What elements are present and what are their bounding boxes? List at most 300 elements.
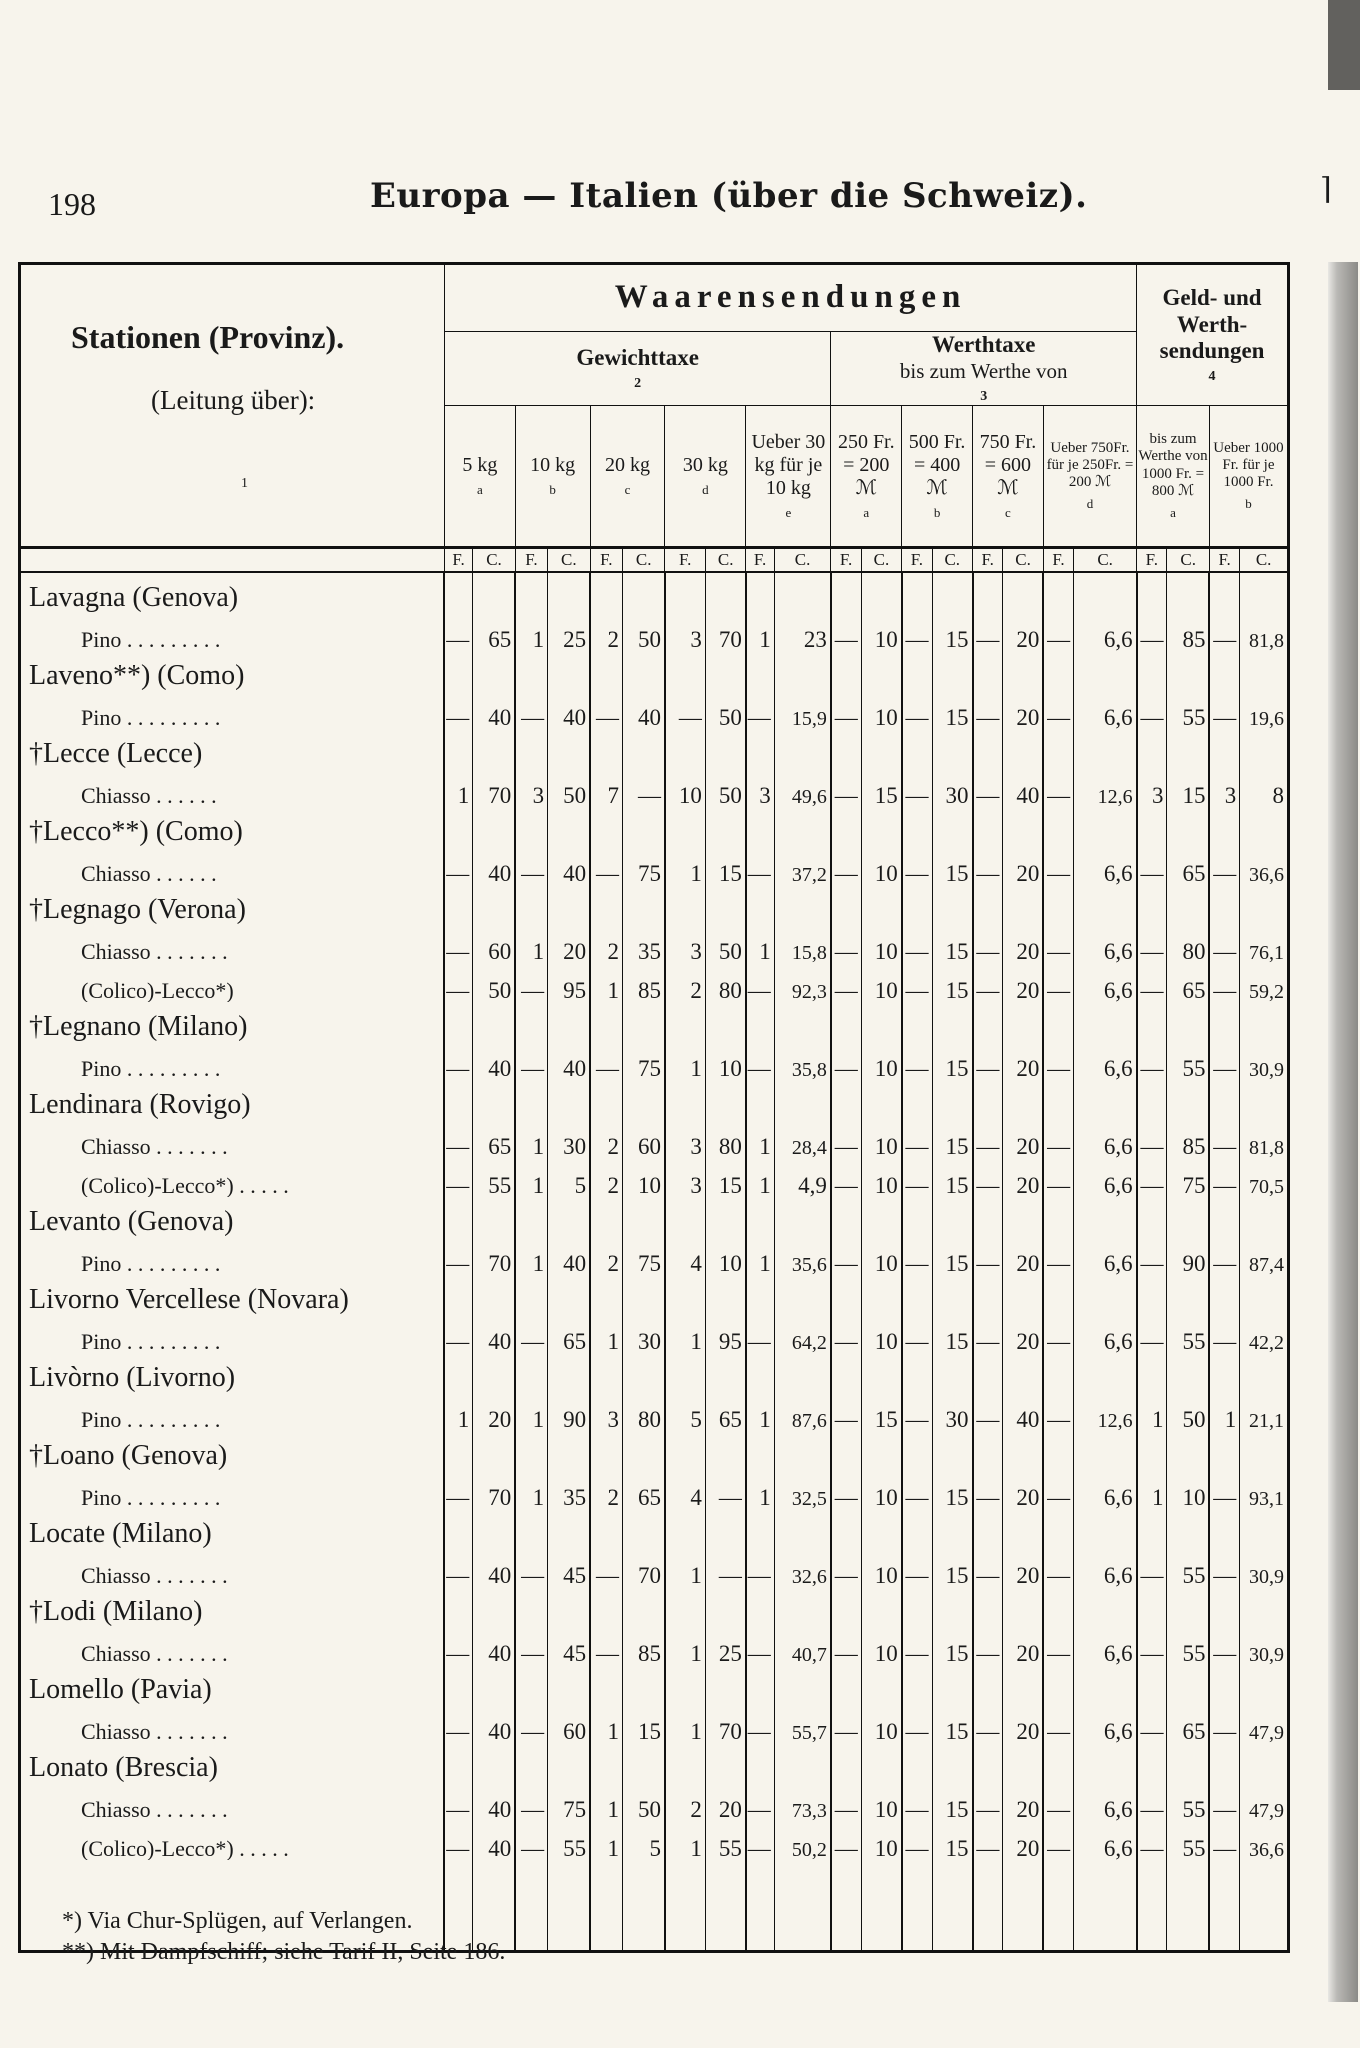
rate-francs: — xyxy=(831,768,861,807)
empty-cell xyxy=(1209,1197,1239,1236)
empty-cell xyxy=(622,1002,664,1041)
station-row xyxy=(20,1665,1289,1704)
rate-francs: — xyxy=(902,1470,932,1509)
rate-francs: 4 xyxy=(665,1470,705,1509)
col-over-30kg-label: Ueber 30 kg für je 10 kg xyxy=(751,431,826,499)
rate-centimes: 50 xyxy=(548,768,590,807)
rate-centimes: 5 xyxy=(622,1821,664,1860)
rate-centimes: 28,4 xyxy=(774,1119,831,1158)
empty-cell xyxy=(746,807,774,846)
rate-francs: — xyxy=(1137,690,1167,729)
empty-cell xyxy=(774,885,831,924)
rate-centimes: 85 xyxy=(622,1626,664,1665)
column-number-4: 4 xyxy=(1208,368,1216,384)
unit-centime: C. xyxy=(932,547,972,572)
col-20kg-letter: c xyxy=(624,482,631,497)
rate-francs: — xyxy=(902,846,932,885)
empty-cell xyxy=(1167,807,1209,846)
rate-centimes: 65 xyxy=(622,1470,664,1509)
col-750fr xyxy=(973,405,1044,547)
rate-francs: — xyxy=(444,1548,472,1587)
rate-francs: 2 xyxy=(590,1236,622,1275)
rate-francs: — xyxy=(831,612,861,651)
rate-francs: — xyxy=(902,1314,932,1353)
empty-cell xyxy=(622,1509,664,1548)
rate-centimes: 50 xyxy=(705,924,745,963)
empty-cell xyxy=(746,1509,774,1548)
empty-cell xyxy=(1240,1197,1289,1236)
empty-cell xyxy=(548,1002,590,1041)
empty-cell xyxy=(1043,1743,1073,1782)
empty-cell xyxy=(705,1197,745,1236)
empty-cell xyxy=(774,807,831,846)
rate-centimes: 10 xyxy=(861,1041,901,1080)
rate-francs: 3 xyxy=(515,768,547,807)
rate-centimes: 32,5 xyxy=(774,1470,831,1509)
rate-centimes: 35 xyxy=(622,924,664,963)
empty-cell xyxy=(1003,1431,1043,1470)
rate-centimes: 15 xyxy=(932,1782,972,1821)
rate-francs: 1 xyxy=(590,1821,622,1860)
rate-francs: — xyxy=(444,924,472,963)
rate-centimes: 20 xyxy=(1003,1548,1043,1587)
rate-francs: — xyxy=(1043,1236,1073,1275)
rate-francs: — xyxy=(902,612,932,651)
rate-francs: 1 xyxy=(444,1392,472,1431)
rate-francs: 1 xyxy=(515,612,547,651)
empty-cell xyxy=(1167,1002,1209,1041)
rate-francs: — xyxy=(973,846,1003,885)
empty-cell xyxy=(746,1002,774,1041)
empty-cell xyxy=(861,1275,901,1314)
rate-centimes: 81,8 xyxy=(1240,612,1289,651)
empty-cell xyxy=(1137,729,1167,768)
filler-cell xyxy=(622,1860,664,1952)
rate-centimes: 15 xyxy=(932,1158,972,1197)
empty-cell xyxy=(590,572,622,612)
empty-cell xyxy=(746,1275,774,1314)
empty-cell xyxy=(622,1353,664,1392)
filler-cell xyxy=(705,1860,745,1952)
rate-centimes: 50 xyxy=(705,690,745,729)
empty-cell xyxy=(444,1587,472,1626)
station-row xyxy=(20,729,1289,768)
rate-centimes: 47,9 xyxy=(1240,1704,1289,1743)
empty-cell xyxy=(831,1431,861,1470)
station-name: †Lodi (Milano) xyxy=(29,1595,203,1626)
rate-francs: — xyxy=(1043,1782,1073,1821)
rate-francs: — xyxy=(902,1548,932,1587)
col-geld-1000-label: bis zum Werthe von 1000 Fr. = 800 ℳ xyxy=(1138,431,1208,499)
rate-francs: — xyxy=(665,690,705,729)
empty-cell xyxy=(1209,1353,1239,1392)
rate-centimes: 93,1 xyxy=(1240,1470,1289,1509)
empty-cell xyxy=(622,885,664,924)
rate-francs: 1 xyxy=(665,1548,705,1587)
empty-cell xyxy=(515,1743,547,1782)
rate-francs: — xyxy=(590,1626,622,1665)
empty-cell xyxy=(902,1509,932,1548)
empty-cell xyxy=(622,572,664,612)
unit-franc: F. xyxy=(1043,547,1073,572)
col-5kg-label: 5 kg xyxy=(462,454,498,476)
rate-centimes: 75 xyxy=(622,1236,664,1275)
empty-cell xyxy=(548,729,590,768)
empty-cell xyxy=(1137,1197,1167,1236)
rate-centimes: 65 xyxy=(705,1392,745,1431)
rate-francs: 1 xyxy=(1137,1470,1167,1509)
rate-francs: 7 xyxy=(590,768,622,807)
empty-cell xyxy=(1043,729,1073,768)
rate-centimes: 20 xyxy=(1003,963,1043,1002)
empty-cell xyxy=(1003,1509,1043,1548)
empty-cell xyxy=(590,1275,622,1314)
col-5kg-letter: a xyxy=(476,482,483,497)
empty-cell xyxy=(444,1080,472,1119)
rate-francs: — xyxy=(973,768,1003,807)
rate-centimes: 35,8 xyxy=(774,1041,831,1080)
rate-centimes: 20 xyxy=(1003,1158,1043,1197)
rate-centimes: 30 xyxy=(548,1119,590,1158)
rate-centimes: 40 xyxy=(473,1626,515,1665)
rate-francs: — xyxy=(1209,1119,1239,1158)
route-name: Chiasso . . . . . . . xyxy=(81,938,228,963)
rate-centimes: 60 xyxy=(473,924,515,963)
empty-cell xyxy=(665,1080,705,1119)
empty-cell xyxy=(1240,651,1289,690)
route-name: (Colico)-Lecco*) . . . . . xyxy=(81,1835,289,1860)
empty-cell xyxy=(1074,1587,1137,1626)
rate-francs: — xyxy=(1209,1626,1239,1665)
rate-francs: 1 xyxy=(665,1626,705,1665)
empty-cell xyxy=(774,1743,831,1782)
empty-cell xyxy=(548,1353,590,1392)
rate-francs: — xyxy=(1209,1314,1239,1353)
rate-centimes: 65 xyxy=(473,612,515,651)
empty-cell xyxy=(861,1002,901,1041)
empty-cell xyxy=(861,1080,901,1119)
rate-francs: — xyxy=(746,1704,774,1743)
empty-cell xyxy=(590,1743,622,1782)
rate-francs: — xyxy=(1043,690,1073,729)
rate-francs: 1 xyxy=(746,1236,774,1275)
rate-centimes: 70 xyxy=(622,1548,664,1587)
empty-cell xyxy=(473,1587,515,1626)
rate-centimes: 20 xyxy=(473,1392,515,1431)
empty-cell xyxy=(932,651,972,690)
empty-cell xyxy=(932,1197,972,1236)
empty-cell xyxy=(774,729,831,768)
rate-francs: — xyxy=(1137,924,1167,963)
empty-cell xyxy=(473,1353,515,1392)
rate-centimes: 10 xyxy=(861,846,901,885)
empty-cell xyxy=(1137,1002,1167,1041)
gewichttaxe-title: Gewichttaxe xyxy=(576,345,699,371)
empty-cell xyxy=(548,1743,590,1782)
rate-francs: — xyxy=(1137,1236,1167,1275)
werthtaxe-title: Werthtaxe xyxy=(932,332,1036,357)
empty-cell xyxy=(1074,807,1137,846)
empty-cell xyxy=(861,1743,901,1782)
empty-cell xyxy=(622,1587,664,1626)
empty-cell xyxy=(774,1431,831,1470)
rate-centimes: 70 xyxy=(473,1470,515,1509)
filler-cell xyxy=(902,1860,932,1952)
rate-centimes: 20 xyxy=(1003,690,1043,729)
footnotes xyxy=(62,1906,505,1968)
empty-cell xyxy=(590,1665,622,1704)
route-name: Chiasso . . . . . . . xyxy=(81,1796,228,1821)
rate-centimes: 40 xyxy=(473,1548,515,1587)
empty-cell xyxy=(861,651,901,690)
empty-cell xyxy=(1240,572,1289,612)
route-name: Pino . . . . . . . . . xyxy=(81,1055,221,1080)
rate-centimes: 55 xyxy=(1167,1821,1209,1860)
station-row xyxy=(20,1431,1289,1470)
rate-centimes: 30 xyxy=(622,1314,664,1353)
rate-francs: — xyxy=(902,1626,932,1665)
empty-cell xyxy=(590,1197,622,1236)
rate-centimes: 20 xyxy=(705,1782,745,1821)
rate-francs: — xyxy=(902,1119,932,1158)
rate-centimes: — xyxy=(705,1548,745,1587)
col-500fr-letter: b xyxy=(933,505,941,520)
empty-cell xyxy=(705,651,745,690)
rate-centimes: 90 xyxy=(548,1392,590,1431)
rate-francs: — xyxy=(515,1821,547,1860)
station-name: †Legnano (Milano) xyxy=(29,1010,248,1041)
rate-francs: 1 xyxy=(746,1392,774,1431)
rate-centimes: 15 xyxy=(932,1548,972,1587)
rate-centimes: 10 xyxy=(1167,1470,1209,1509)
rate-francs: 1 xyxy=(515,1470,547,1509)
rate-francs: — xyxy=(902,1782,932,1821)
empty-cell xyxy=(746,1743,774,1782)
col-30kg-letter: d xyxy=(702,482,709,497)
empty-cell xyxy=(515,572,547,612)
empty-cell xyxy=(515,1080,547,1119)
col-20kg-label: 20 kg xyxy=(605,454,651,476)
empty-cell xyxy=(746,651,774,690)
rate-francs: 1 xyxy=(665,1041,705,1080)
station-row xyxy=(20,1509,1289,1548)
empty-cell xyxy=(831,572,861,612)
empty-cell xyxy=(515,1509,547,1548)
empty-cell xyxy=(444,1665,472,1704)
empty-cell xyxy=(932,572,972,612)
rate-centimes: 50,2 xyxy=(774,1821,831,1860)
rate-centimes: 50 xyxy=(705,768,745,807)
empty-cell xyxy=(861,1587,901,1626)
empty-cell xyxy=(932,729,972,768)
route-name: Chiasso . . . . . . xyxy=(81,782,217,807)
empty-cell xyxy=(902,1002,932,1041)
empty-cell xyxy=(1240,1743,1289,1782)
rate-francs: 3 xyxy=(590,1392,622,1431)
rate-francs: 3 xyxy=(665,1119,705,1158)
empty-cell xyxy=(1074,1509,1137,1548)
empty-cell xyxy=(774,1509,831,1548)
rate-francs: — xyxy=(515,1548,547,1587)
rate-francs: 1 xyxy=(665,846,705,885)
route-name: (Colico)-Lecco*) xyxy=(81,977,234,1002)
rate-centimes: 15 xyxy=(932,1821,972,1860)
empty-cell xyxy=(1137,1080,1167,1119)
col-over-30kg-letter: e xyxy=(785,505,792,520)
empty-cell xyxy=(665,1431,705,1470)
empty-cell xyxy=(932,1431,972,1470)
rate-centimes: 15 xyxy=(622,1704,664,1743)
stations-header xyxy=(20,264,445,548)
empty-cell xyxy=(1137,1743,1167,1782)
empty-cell xyxy=(932,807,972,846)
rate-centimes: 87,6 xyxy=(774,1392,831,1431)
empty-cell xyxy=(746,572,774,612)
empty-cell xyxy=(973,1197,1003,1236)
empty-cell xyxy=(548,1509,590,1548)
rate-francs: — xyxy=(973,612,1003,651)
rate-centimes: 6,6 xyxy=(1074,1626,1137,1665)
rate-centimes: 20 xyxy=(1003,846,1043,885)
station-row xyxy=(20,885,1289,924)
rate-centimes: 50 xyxy=(473,963,515,1002)
rate-centimes: 40 xyxy=(473,1704,515,1743)
empty-cell xyxy=(1167,651,1209,690)
rate-francs: — xyxy=(1209,690,1239,729)
rate-francs: — xyxy=(1209,924,1239,963)
rate-francs: 2 xyxy=(590,612,622,651)
empty-cell xyxy=(548,1275,590,1314)
rate-francs: — xyxy=(831,1626,861,1665)
filler-cell xyxy=(1043,1860,1073,1952)
rate-centimes: 40 xyxy=(548,1041,590,1080)
unit-row xyxy=(20,547,1289,572)
rate-francs: — xyxy=(444,1041,472,1080)
empty-cell xyxy=(515,1587,547,1626)
empty-cell xyxy=(1209,1665,1239,1704)
rate-francs: — xyxy=(1209,1236,1239,1275)
rate-francs: — xyxy=(1209,1470,1239,1509)
empty-cell xyxy=(444,885,472,924)
rate-francs: — xyxy=(902,690,932,729)
empty-cell xyxy=(1240,1587,1289,1626)
rate-francs: — xyxy=(973,1470,1003,1509)
empty-cell xyxy=(444,572,472,612)
rate-centimes: 73,3 xyxy=(774,1782,831,1821)
rate-centimes: 6,6 xyxy=(1074,690,1137,729)
rate-francs: 1 xyxy=(746,1119,774,1158)
rate-francs: — xyxy=(1043,768,1073,807)
route-row xyxy=(20,1782,1289,1821)
rate-francs: — xyxy=(746,1548,774,1587)
rate-centimes: 6,6 xyxy=(1074,846,1137,885)
rate-centimes: 10 xyxy=(705,1236,745,1275)
rate-centimes: 20 xyxy=(1003,1470,1043,1509)
empty-cell xyxy=(1137,1353,1167,1392)
empty-cell xyxy=(1003,807,1043,846)
scan-edge-top xyxy=(1328,0,1360,90)
route-row xyxy=(20,1158,1289,1197)
rate-centimes: 50 xyxy=(1167,1392,1209,1431)
rate-centimes: 80 xyxy=(705,1119,745,1158)
route-row xyxy=(20,1626,1289,1665)
col-geld-1000-letter: a xyxy=(1170,505,1176,520)
rate-francs: — xyxy=(746,690,774,729)
empty-cell xyxy=(1137,885,1167,924)
empty-cell xyxy=(1137,1275,1167,1314)
rate-centimes: 59,2 xyxy=(1240,963,1289,1002)
empty-cell xyxy=(831,807,861,846)
rate-centimes: 65 xyxy=(548,1314,590,1353)
rate-centimes: 20 xyxy=(1003,612,1043,651)
rate-francs: 3 xyxy=(1209,768,1239,807)
rate-francs: — xyxy=(1043,1626,1073,1665)
empty-cell xyxy=(831,651,861,690)
rate-centimes: 70,5 xyxy=(1240,1158,1289,1197)
empty-cell xyxy=(705,1509,745,1548)
empty-cell xyxy=(665,807,705,846)
empty-cell xyxy=(1074,729,1137,768)
rate-francs: 3 xyxy=(665,924,705,963)
empty-cell xyxy=(746,1665,774,1704)
rate-centimes: 15 xyxy=(932,1704,972,1743)
empty-cell xyxy=(831,1002,861,1041)
rate-francs: — xyxy=(831,1392,861,1431)
empty-cell xyxy=(861,1197,901,1236)
empty-cell xyxy=(1209,1743,1239,1782)
rate-centimes: 20 xyxy=(1003,1041,1043,1080)
column-number-2: 2 xyxy=(634,375,642,391)
empty-cell xyxy=(590,651,622,690)
rate-centimes: 15 xyxy=(932,612,972,651)
empty-cell xyxy=(1137,1665,1167,1704)
col-750fr-label: 750 Fr. = 600 ℳ xyxy=(979,431,1037,499)
col-500fr-label: 500 Fr. = 400 ℳ xyxy=(908,431,966,499)
empty-cell xyxy=(1003,1743,1043,1782)
empty-cell xyxy=(515,1002,547,1041)
unit-franc: F. xyxy=(746,547,774,572)
empty-cell xyxy=(1137,807,1167,846)
rate-centimes: 8 xyxy=(1240,768,1289,807)
empty-cell xyxy=(861,1509,901,1548)
unit-centime: C. xyxy=(705,547,745,572)
rate-centimes: 60 xyxy=(622,1119,664,1158)
empty-cell xyxy=(1240,1353,1289,1392)
rate-centimes: 30,9 xyxy=(1240,1626,1289,1665)
gewichttaxe-header xyxy=(444,332,830,406)
empty-cell xyxy=(1003,729,1043,768)
empty-cell xyxy=(861,807,901,846)
empty-cell xyxy=(1043,1431,1073,1470)
rate-centimes: 15 xyxy=(932,963,972,1002)
empty-cell xyxy=(444,1431,472,1470)
empty-cell xyxy=(515,729,547,768)
rate-francs: 5 xyxy=(665,1392,705,1431)
empty-cell xyxy=(902,1431,932,1470)
rate-centimes: 30 xyxy=(932,768,972,807)
rate-centimes: 25 xyxy=(548,612,590,651)
geld-title: Geld- und Werth-sendungen xyxy=(1159,285,1265,364)
empty-cell xyxy=(665,1353,705,1392)
rate-centimes: 35,6 xyxy=(774,1236,831,1275)
empty-cell xyxy=(1137,572,1167,612)
empty-cell xyxy=(444,729,472,768)
col-10kg-letter: b xyxy=(549,482,556,497)
unit-franc: F. xyxy=(515,547,547,572)
route-row xyxy=(20,1314,1289,1353)
unit-centime: C. xyxy=(622,547,664,572)
tariff-table xyxy=(18,262,1290,1953)
